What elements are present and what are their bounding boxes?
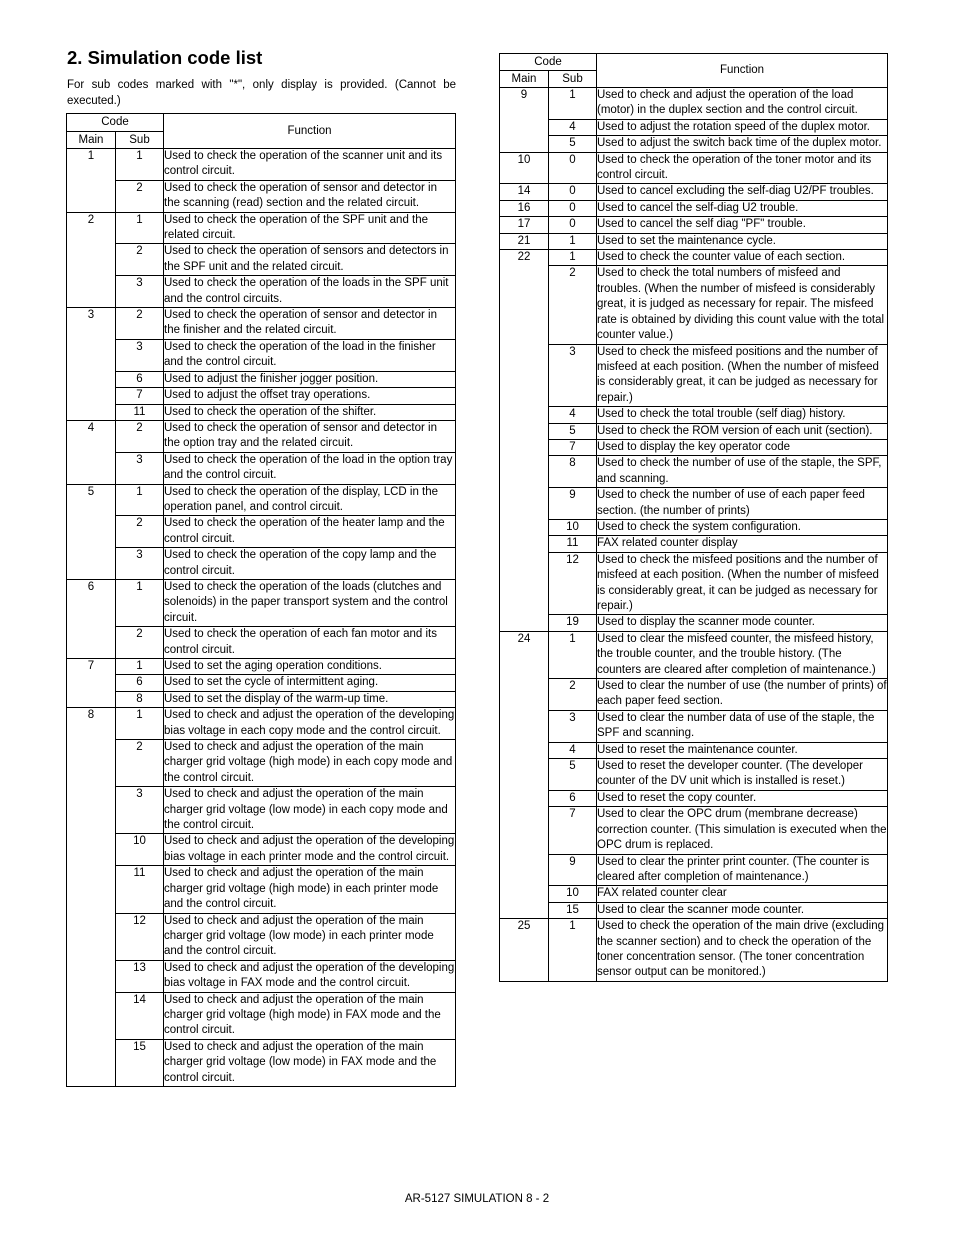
table-row <box>67 708 456 740</box>
sub-code-cell: 3 <box>116 276 164 308</box>
function-cell: FAX related counter clear <box>597 886 888 902</box>
function-cell: Used to check the misfeed positions and the number of misfeed at each position. (When the number of misfeed is considerably great, it can be judged as necessary for repair.) <box>597 344 888 407</box>
main-code-cell: 3 <box>67 308 116 421</box>
main-code-cell: 2 <box>67 212 116 307</box>
function-cell: Used to reset the developer counter. (The developer counter of the DV unit which is installed is reset.) <box>597 759 888 791</box>
function-cell: Used to check the number of use of each paper feed section. (the number of prints) <box>597 488 888 520</box>
function-cell: Used to reset the maintenance counter. <box>597 742 888 758</box>
table-row <box>67 420 456 452</box>
table-row <box>67 244 456 276</box>
sub-code-cell: 11 <box>549 536 597 552</box>
sub-code-cell: 2 <box>116 627 164 659</box>
main-code-cell: 16 <box>500 200 549 216</box>
table-row <box>67 960 456 992</box>
sub-code-cell: 2 <box>116 740 164 787</box>
table-row <box>500 807 888 854</box>
sub-code-cell: 3 <box>549 344 597 407</box>
sub-code-cell: 13 <box>116 960 164 992</box>
table-row <box>67 516 456 548</box>
table-row <box>67 308 456 340</box>
sub-code-cell: 9 <box>549 854 597 886</box>
sub-code-cell: 12 <box>116 913 164 960</box>
table-row <box>67 548 456 580</box>
simulation-table-right <box>499 53 888 982</box>
sub-code-cell: 2 <box>549 266 597 344</box>
function-cell: Used to clear the printer print counter. (The counter is cleared after completion of maintenance.) <box>597 854 888 886</box>
intro-note: For sub codes marked with "*", only display is provided. (Cannot be executed.) <box>67 79 456 107</box>
function-cell: Used to set the display of the warm-up time. <box>164 691 456 707</box>
function-cell: Used to check the operation of the load in the finisher and the control circuit. <box>164 339 456 371</box>
table-row <box>500 919 888 982</box>
table-row <box>67 388 456 404</box>
table-row <box>67 740 456 787</box>
sub-code-cell: 15 <box>116 1039 164 1086</box>
table-row <box>500 902 888 918</box>
table-row <box>67 149 456 181</box>
sub-header: Sub <box>549 71 597 88</box>
sub-code-cell: 12 <box>549 552 597 615</box>
table-row <box>500 552 888 615</box>
table-row <box>500 790 888 806</box>
main-code-cell: 5 <box>67 484 116 579</box>
sub-code-cell: 4 <box>549 407 597 423</box>
sub-code-cell: 15 <box>549 902 597 918</box>
sub-code-cell: 11 <box>116 866 164 913</box>
table-row <box>67 276 456 308</box>
sub-code-cell: 8 <box>549 456 597 488</box>
sub-code-cell: 0 <box>549 200 597 216</box>
page-footer: AR-5127 SIMULATION 8 - 2 <box>404 1193 550 1205</box>
table-row <box>67 579 456 626</box>
code-header: Code <box>500 54 597 71</box>
sub-code-cell: 7 <box>549 439 597 455</box>
table-row <box>500 631 888 678</box>
function-cell: Used to clear the misfeed counter, the misfeed history, the trouble counter, and the trouble history. (The counters are cleared after completion of maintenance.) <box>597 631 888 678</box>
function-cell: Used to check and adjust the operation of the main charger grid voltage (low mode) in each copy mode and the control circuit. <box>164 787 456 834</box>
table-row <box>500 136 888 152</box>
sub-code-cell: 1 <box>116 484 164 516</box>
main-code-cell: 8 <box>67 708 116 1087</box>
function-cell: Used to check the ROM version of each unit (section). <box>597 423 888 439</box>
function-cell: Used to check and adjust the operation of the main charger grid voltage (high mode) in FAX mode and the control circuit. <box>164 992 456 1039</box>
table-row <box>67 913 456 960</box>
function-cell: Used to check the operation of the toner motor and its control circuit. <box>597 152 888 184</box>
sub-code-cell: 1 <box>549 250 597 266</box>
table-row <box>500 742 888 758</box>
table-row <box>500 456 888 488</box>
function-cell: Used to check and adjust the operation of the developing bias voltage in each printer mode and the control circuit. <box>164 834 456 866</box>
function-cell: Used to cancel the self-diag U2 trouble. <box>597 200 888 216</box>
main-code-cell: 6 <box>67 579 116 658</box>
sub-code-cell: 1 <box>116 149 164 181</box>
main-code-cell: 7 <box>67 659 116 708</box>
function-cell: Used to check the operation of the SPF unit and the related circuit. <box>164 212 456 244</box>
table-row <box>500 88 888 120</box>
sub-code-cell: 2 <box>116 244 164 276</box>
function-cell: Used to adjust the switch back time of the duplex motor. <box>597 136 888 152</box>
simulation-table-left <box>66 113 456 1087</box>
sub-code-cell: 1 <box>116 708 164 740</box>
function-cell: FAX related counter display <box>597 536 888 552</box>
sub-code-cell: 0 <box>549 217 597 233</box>
sub-code-cell: 8 <box>116 691 164 707</box>
table-row <box>500 488 888 520</box>
main-code-cell: 4 <box>67 420 116 484</box>
function-cell: Used to check and adjust the operation of the main charger grid voltage (low mode) in each printer mode and the control circuit. <box>164 913 456 960</box>
function-cell: Used to check and adjust the operation of the developing bias voltage in each copy mode and the control circuit. <box>164 708 456 740</box>
function-cell: Used to check the system configuration. <box>597 519 888 535</box>
function-cell: Used to check the counter value of each section. <box>597 250 888 266</box>
main-code-cell: 21 <box>500 233 549 249</box>
sub-code-cell: 3 <box>116 452 164 484</box>
function-cell: Used to check the operation of the main drive (excluding the scanner section) and to check the operation of the toner concentration sensor. (The toner concentration sensor output can be monitored.) <box>597 919 888 982</box>
function-cell: Used to clear the OPC drum (membrane decrease) correction counter. (This simulation is executed when the OPC drum is replaced. <box>597 807 888 854</box>
main-code-cell: 14 <box>500 184 549 200</box>
sub-code-cell: 10 <box>116 834 164 866</box>
main-code-cell: 9 <box>500 88 549 153</box>
sub-code-cell: 5 <box>549 759 597 791</box>
sub-code-cell: 1 <box>116 212 164 244</box>
table-row <box>500 759 888 791</box>
function-cell: Used to check the total trouble (self diag) history. <box>597 407 888 423</box>
sub-code-cell: 9 <box>549 488 597 520</box>
main-header: Main <box>500 71 549 88</box>
table-row <box>67 484 456 516</box>
function-cell: Used to adjust the offset tray operations. <box>164 388 456 404</box>
function-cell: Used to check the operation of the loads in the SPF unit and the control circuits. <box>164 276 456 308</box>
main-code-cell: 1 <box>67 149 116 213</box>
function-cell: Used to check the operation of sensors and detectors in the SPF unit and the related circuit. <box>164 244 456 276</box>
table-row <box>67 659 456 675</box>
sub-code-cell: 6 <box>549 790 597 806</box>
sub-code-cell: 2 <box>549 679 597 711</box>
table-row <box>67 339 456 371</box>
table-row <box>500 266 888 344</box>
function-cell: Used to display the scanner mode counter. <box>597 615 888 631</box>
function-cell: Used to check the number of use of the staple, the SPF, and scanning. <box>597 456 888 488</box>
table-row <box>500 423 888 439</box>
section-title: 2. Simulation code list <box>67 47 263 68</box>
function-cell: Used to clear the number data of use of the staple, the SPF and scanning. <box>597 710 888 742</box>
table-row <box>500 854 888 886</box>
table-row <box>500 119 888 135</box>
function-cell: Used to check the operation of the heater lamp and the control circuit. <box>164 516 456 548</box>
function-cell: Used to check the operation of sensor and detector in the scanning (read) section and the related circuit. <box>164 180 456 212</box>
table-row <box>500 519 888 535</box>
function-cell: Used to check the operation of the shifter. <box>164 404 456 420</box>
table-row <box>67 992 456 1039</box>
function-cell: Used to display the key operator code <box>597 439 888 455</box>
table-row <box>500 439 888 455</box>
table-row <box>500 710 888 742</box>
table-row <box>500 250 888 266</box>
table-row <box>67 452 456 484</box>
table-row <box>500 536 888 552</box>
sub-code-cell: 3 <box>116 339 164 371</box>
sub-code-cell: 2 <box>116 180 164 212</box>
function-cell: Used to check the operation of the scanner unit and its control circuit. <box>164 149 456 181</box>
function-cell: Used to set the aging operation conditions. <box>164 659 456 675</box>
main-code-cell: 25 <box>500 919 549 982</box>
table-row <box>67 691 456 707</box>
sub-code-cell: 10 <box>549 519 597 535</box>
table-row <box>500 615 888 631</box>
function-cell: Used to check the operation of the copy lamp and the control circuit. <box>164 548 456 580</box>
main-code-cell: 10 <box>500 152 549 184</box>
function-cell: Used to adjust the rotation speed of the duplex motor. <box>597 119 888 135</box>
table-row <box>500 184 888 200</box>
function-header: Function <box>164 114 456 149</box>
table-row <box>500 344 888 407</box>
main-code-cell: 22 <box>500 250 549 632</box>
sub-code-cell: 2 <box>116 420 164 452</box>
table-row <box>67 866 456 913</box>
function-cell: Used to check and adjust the operation of the main charger grid voltage (high mode) in each copy mode and the control circuit. <box>164 740 456 787</box>
table-row <box>500 679 888 711</box>
function-cell: Used to check the total numbers of misfeed and troubles. (When the number of misfeed is considerably great, it is judged as necessary for repair. The misfeed rate is obtained by dividing this count value with the total counter value.) <box>597 266 888 344</box>
sub-header: Sub <box>116 132 164 149</box>
function-cell: Used to check the misfeed positions and the number of misfeed at each position. (When the number of misfeed is considerably great, it can be judged as necessary for repair.) <box>597 552 888 615</box>
sub-code-cell: 0 <box>549 152 597 184</box>
sub-code-cell: 2 <box>116 308 164 340</box>
function-cell: Used to adjust the finisher jogger position. <box>164 371 456 387</box>
function-cell: Used to check and adjust the operation of the main charger grid voltage (high mode) in each printer mode and the control circuit. <box>164 866 456 913</box>
table-row <box>500 886 888 902</box>
main-code-cell: 17 <box>500 217 549 233</box>
table-row <box>67 404 456 420</box>
function-cell: Used to clear the number of use (the number of prints) of each paper feed section. <box>597 679 888 711</box>
function-cell: Used to check the operation of the display, LCD in the operation panel, and control circuit. <box>164 484 456 516</box>
sub-code-cell: 4 <box>549 742 597 758</box>
table-row <box>67 1039 456 1086</box>
sub-code-cell: 1 <box>549 233 597 249</box>
sub-code-cell: 7 <box>549 807 597 854</box>
function-cell: Used to cancel the self diag "PF" trouble. <box>597 217 888 233</box>
main-header: Main <box>67 132 116 149</box>
table-row <box>67 212 456 244</box>
table-row <box>67 627 456 659</box>
table-row <box>500 233 888 249</box>
function-header: Function <box>597 54 888 88</box>
sub-code-cell: 1 <box>549 919 597 982</box>
table-row <box>500 200 888 216</box>
function-cell: Used to check and adjust the operation of the main charger grid voltage (low mode) in FAX mode and the control circuit. <box>164 1039 456 1086</box>
function-cell: Used to check the operation of sensor and detector in the finisher and the related circuit. <box>164 308 456 340</box>
function-cell: Used to check and adjust the operation of the developing bias voltage in FAX mode and the control circuit. <box>164 960 456 992</box>
function-cell: Used to set the maintenance cycle. <box>597 233 888 249</box>
function-cell: Used to check the operation of sensor and detector in the option tray and the related circuit. <box>164 420 456 452</box>
sub-code-cell: 6 <box>116 371 164 387</box>
sub-code-cell: 5 <box>549 136 597 152</box>
sub-code-cell: 19 <box>549 615 597 631</box>
sub-code-cell: 0 <box>549 184 597 200</box>
sub-code-cell: 1 <box>549 88 597 120</box>
sub-code-cell: 14 <box>116 992 164 1039</box>
sub-code-cell: 11 <box>116 404 164 420</box>
sub-code-cell: 7 <box>116 388 164 404</box>
sub-code-cell: 2 <box>116 516 164 548</box>
sub-code-cell: 3 <box>116 548 164 580</box>
function-cell: Used to clear the scanner mode counter. <box>597 902 888 918</box>
table-row <box>500 217 888 233</box>
table-row <box>67 787 456 834</box>
function-cell: Used to check and adjust the operation of the load (motor) in the duplex section and the control circuit. <box>597 88 888 120</box>
table-row <box>67 675 456 691</box>
function-cell: Used to reset the copy counter. <box>597 790 888 806</box>
function-cell: Used to set the cycle of intermittent aging. <box>164 675 456 691</box>
table-row <box>500 152 888 184</box>
function-cell: Used to check the operation of each fan motor and its control circuit. <box>164 627 456 659</box>
sub-code-cell: 3 <box>116 787 164 834</box>
table-row <box>67 371 456 387</box>
sub-code-cell: 4 <box>549 119 597 135</box>
table-row <box>67 834 456 866</box>
sub-code-cell: 1 <box>116 579 164 626</box>
sub-code-cell: 6 <box>116 675 164 691</box>
sub-code-cell: 10 <box>549 886 597 902</box>
sub-code-cell: 1 <box>549 631 597 678</box>
code-header: Code <box>67 114 164 132</box>
sub-code-cell: 3 <box>549 710 597 742</box>
function-cell: Used to check the operation of the load in the option tray and the control circuit. <box>164 452 456 484</box>
table-row <box>500 407 888 423</box>
table-row <box>67 180 456 212</box>
sub-code-cell: 5 <box>549 423 597 439</box>
main-code-cell: 24 <box>500 631 549 918</box>
function-cell: Used to check the operation of the loads (clutches and solenoids) in the paper transport system and the control circuit. <box>164 579 456 626</box>
sub-code-cell: 1 <box>116 659 164 675</box>
function-cell: Used to cancel excluding the self-diag U2/PF troubles. <box>597 184 888 200</box>
